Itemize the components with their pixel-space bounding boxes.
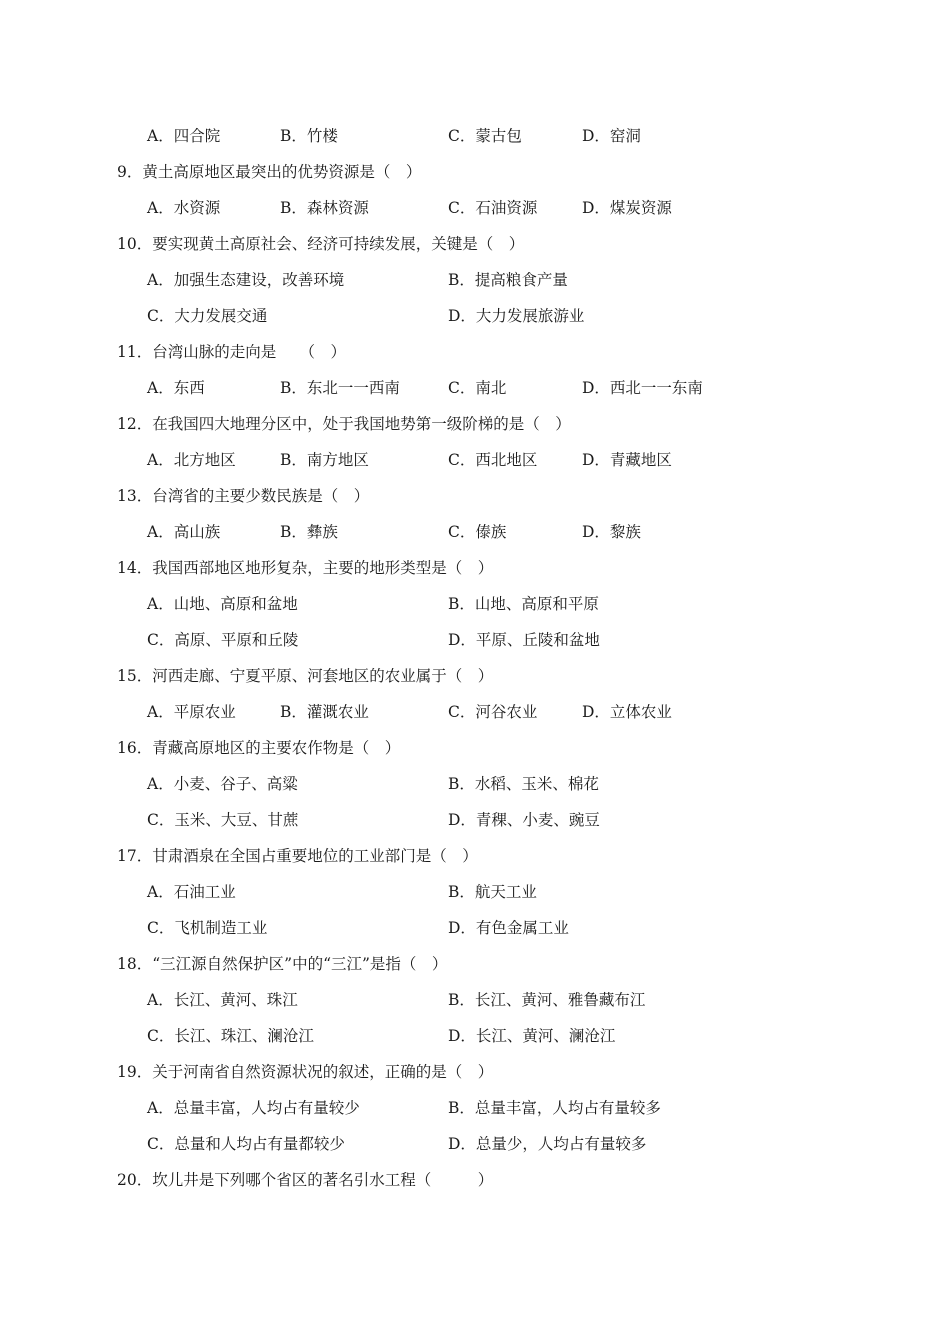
answer-option: D．长江、黄河、澜沧江 (448, 1027, 616, 1045)
option-row (0, 268, 950, 292)
answer-option: B．山地、高原和平原 (448, 595, 599, 613)
question-text: 12．在我国四大地理分区中，处于我国地势第一级阶梯的是（ ） (117, 415, 571, 433)
option-row (0, 988, 950, 1012)
answer-option: C．傣族 (448, 523, 507, 541)
answer-option: D．青稞、小麦、豌豆 (448, 811, 600, 829)
answer-option: A．四合院 (147, 127, 221, 145)
option-row (0, 808, 950, 832)
answer-option: A．高山族 (147, 523, 221, 541)
option-row (0, 1024, 950, 1048)
answer-option: A．东西 (147, 379, 205, 397)
answer-option: A．总量丰富，人均占有量较少 (147, 1099, 360, 1117)
option-row (0, 592, 950, 616)
question-stem (0, 952, 950, 976)
question-stem (0, 160, 950, 184)
question-text: 19．关于河南省自然资源状况的叙述，正确的是（ ） (117, 1063, 494, 1081)
answer-option: C．总量和人均占有量都较少 (147, 1135, 345, 1153)
question-text: 9．黄土高原地区最突出的优势资源是（ ） (117, 163, 422, 181)
question-stem (0, 412, 950, 436)
question-text: 11．台湾山脉的走向是 （ ） (117, 343, 346, 361)
answer-option: A．小麦、谷子、高粱 (147, 775, 298, 793)
answer-option: B．提高粮食产量 (448, 271, 568, 289)
answer-option: A．平原农业 (147, 703, 236, 721)
option-row (0, 772, 950, 796)
option-row (0, 700, 950, 724)
question-text: 16．青藏高原地区的主要农作物是（ ） (117, 739, 401, 757)
answer-option: B．航天工业 (448, 883, 537, 901)
answer-option: C．长江、珠江、澜沧江 (147, 1027, 314, 1045)
answer-option: B．长江、黄河、雅鲁藏布江 (448, 991, 646, 1009)
answer-option: B．灌溉农业 (280, 703, 369, 721)
option-row (0, 1096, 950, 1120)
question-stem (0, 736, 950, 760)
option-row (0, 916, 950, 940)
answer-option: B．南方地区 (280, 451, 369, 469)
answer-option: C．石油资源 (448, 199, 538, 217)
answer-option: A．石油工业 (147, 883, 236, 901)
answer-option: C．高原、平原和丘陵 (147, 631, 299, 649)
answer-option: B．水稻、玉米、棉花 (448, 775, 599, 793)
answer-option: C．西北地区 (448, 451, 538, 469)
answer-option: B．东北一一西南 (280, 379, 400, 397)
answer-option: D．总量少，人均占有量较多 (448, 1135, 647, 1153)
answer-option: C．南北 (448, 379, 507, 397)
answer-option: D．煤炭资源 (582, 199, 672, 217)
question-stem (0, 340, 950, 364)
question-stem (0, 844, 950, 868)
answer-option: D．西北一一东南 (582, 379, 703, 397)
question-text: 18．“三江源自然保护区”中的“三江”是指（ ） (117, 955, 448, 973)
answer-option: D．窑洞 (582, 127, 641, 145)
answer-option: B．彝族 (280, 523, 338, 541)
question-stem (0, 1060, 950, 1084)
answer-option: D．立体农业 (582, 703, 672, 721)
answer-option: A．长江、黄河、珠江 (147, 991, 298, 1009)
question-text: 17．甘肃酒泉在全国占重要地位的工业部门是（ ） (117, 847, 478, 865)
answer-option: D．平原、丘陵和盆地 (448, 631, 600, 649)
answer-option: C．蒙古包 (448, 127, 522, 145)
option-row (0, 628, 950, 652)
option-row (0, 304, 950, 328)
option-row (0, 880, 950, 904)
question-text: 20．坎儿井是下列哪个省区的著名引水工程（ ） (117, 1171, 494, 1189)
question-stem (0, 664, 950, 688)
option-row (0, 448, 950, 472)
answer-option: C．河谷农业 (448, 703, 538, 721)
answer-option: D．大力发展旅游业 (448, 307, 585, 325)
option-row (0, 124, 950, 148)
question-text: 15．河西走廊、宁夏平原、河套地区的农业属于（ ） (117, 667, 494, 685)
answer-option: C．飞机制造工业 (147, 919, 268, 937)
option-row (0, 196, 950, 220)
answer-option: D．青藏地区 (582, 451, 672, 469)
option-row (0, 376, 950, 400)
answer-option: C．大力发展交通 (147, 307, 268, 325)
question-stem (0, 484, 950, 508)
answer-option: B．总量丰富，人均占有量较多 (448, 1099, 661, 1117)
answer-option: A．北方地区 (147, 451, 236, 469)
answer-option: A．山地、高原和盆地 (147, 595, 298, 613)
answer-option: B．森林资源 (280, 199, 369, 217)
option-row (0, 520, 950, 544)
answer-option: D．有色金属工业 (448, 919, 569, 937)
option-row (0, 1132, 950, 1156)
question-text: 10．要实现黄土高原社会、经济可持续发展，关键是（ ） (117, 235, 525, 253)
answer-option: C．玉米、大豆、甘蔗 (147, 811, 299, 829)
question-stem (0, 232, 950, 256)
answer-option: B．竹楼 (280, 127, 338, 145)
question-text: 13．台湾省的主要少数民族是（ ） (117, 487, 370, 505)
answer-option: D．黎族 (582, 523, 641, 541)
answer-option: A．水资源 (147, 199, 221, 217)
question-stem (0, 556, 950, 580)
question-text: 14．我国西部地区地形复杂，主要的地形类型是（ ） (117, 559, 494, 577)
question-stem (0, 1168, 950, 1192)
answer-option: A．加强生态建设，改善环境 (147, 271, 345, 289)
